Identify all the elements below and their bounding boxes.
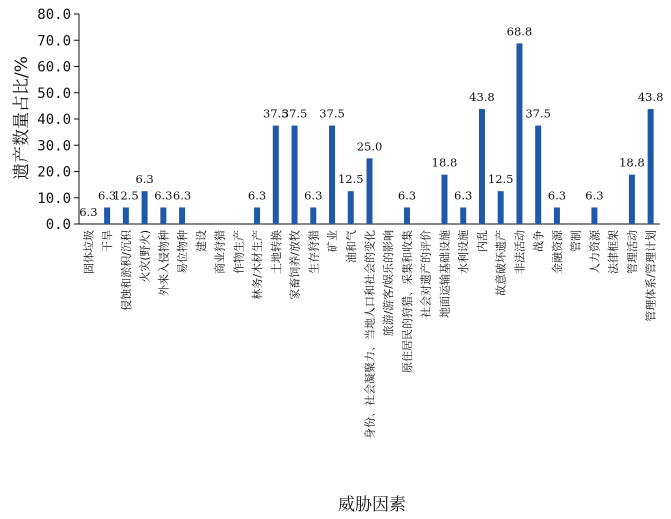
x-category-label: 干旱 — [101, 230, 115, 252]
bar-value-label: 6.3 — [172, 188, 192, 203]
bar — [441, 175, 447, 224]
x-category-label: 土地转换 — [269, 230, 283, 274]
bar-value-label: 6.3 — [97, 188, 117, 203]
bar-value-label: 6.3 — [547, 188, 567, 203]
x-category-labels — [81, 229, 657, 439]
bar-value-label: 43.8 — [469, 90, 495, 105]
x-category-label: 作物生产 — [232, 230, 246, 274]
bar-value-label: 12.5 — [487, 172, 514, 187]
x-category-label: 矿业 — [326, 230, 340, 252]
bar-value-label: 18.8 — [431, 155, 458, 170]
bar — [254, 207, 260, 224]
y-axis-title: 遗产数量占比/% — [12, 56, 32, 180]
x-category-label: 原住居民的狩猎、采集和收集 — [400, 230, 414, 373]
x-category-label: 故意破坏遗产 — [494, 230, 508, 296]
x-category-label: 火灾(野火) — [138, 230, 152, 283]
x-category-label: 旅游/游客/娱乐的影响 — [382, 230, 396, 337]
bar-value-label: 6.3 — [397, 188, 417, 203]
bar — [404, 207, 410, 224]
bar-value-label: 6.3 — [79, 205, 98, 219]
x-category-label: 法律框架 — [607, 230, 621, 274]
y-tick-label: 0.0 — [45, 217, 71, 233]
y-tick-label: 60.0 — [37, 59, 71, 76]
y-tick-label: 50.0 — [37, 85, 71, 102]
x-category-label: 人力资源 — [588, 230, 602, 274]
x-category-label: 商业狩猎 — [213, 230, 227, 274]
bar — [554, 207, 560, 224]
y-tick-label: 80.0 — [37, 7, 71, 23]
x-category-label: 内乱 — [475, 230, 489, 252]
x-category-label: 外来入侵物种 — [157, 230, 171, 296]
bar — [479, 109, 485, 224]
y-ticks — [37, 7, 79, 233]
y-tick-label: 10.0 — [37, 190, 71, 207]
bar — [142, 191, 148, 224]
bar — [648, 109, 654, 224]
x-category-label: 侵蚀和淤积/沉积 — [119, 230, 133, 311]
x-category-label: 家畜饲养/放牧 — [288, 230, 302, 300]
bar — [310, 207, 316, 224]
x-category-label: 建设 — [194, 230, 208, 252]
bar-value-label: 25.0 — [356, 139, 383, 154]
x-category-label: 管理活动 — [625, 230, 639, 274]
x-axis-title: 威胁因素 — [338, 495, 406, 515]
bar — [329, 126, 335, 224]
bar-value-label: 18.8 — [619, 155, 645, 170]
x-category-label: 身份、社会凝聚力、当地人口和社会的变化 — [363, 230, 377, 439]
x-category-label: 地面运输基础设施 — [438, 230, 452, 318]
bar-value-label: 12.5 — [337, 172, 364, 187]
bar-value-label: 6.3 — [247, 188, 267, 203]
bar-value-label: 43.8 — [637, 90, 664, 105]
y-tick-label: 70.0 — [37, 33, 71, 50]
bar-value-label: 37.5 — [319, 106, 345, 121]
bar — [104, 207, 110, 224]
bar-value-label: 68.8 — [506, 24, 533, 39]
bar — [273, 126, 279, 224]
y-tick-label: 40.0 — [37, 112, 71, 128]
bar — [160, 207, 166, 224]
x-category-label: 易位物种 — [176, 230, 190, 274]
y-tick-label: 20.0 — [37, 164, 71, 181]
x-category-label: 生存狩猎 — [307, 230, 321, 274]
bar — [516, 43, 522, 224]
bar-value-label: 37.5 — [525, 106, 551, 121]
bar-value-label: 6.3 — [304, 188, 323, 203]
bar — [348, 191, 354, 224]
x-category-label: 社会对遗产的评价 — [419, 230, 433, 318]
bar — [498, 191, 504, 224]
bar — [591, 207, 597, 224]
x-category-label: 水利设施 — [457, 230, 471, 274]
x-category-label: 非法活动 — [513, 230, 527, 274]
bar — [629, 175, 635, 224]
bar-value-label: 6.3 — [585, 188, 604, 203]
bar-value-label: 6.3 — [454, 188, 473, 203]
bar-value-label: 6.3 — [154, 188, 173, 203]
x-category-label: 管制 — [569, 230, 583, 252]
bar — [460, 207, 466, 224]
x-category-label: 固体垃圾 — [82, 230, 96, 274]
bar-value-label: 12.5 — [113, 188, 139, 203]
bar — [367, 158, 373, 224]
y-tick-label: 30.0 — [37, 138, 71, 155]
bar-value-label: 37.5 — [281, 106, 308, 121]
x-category-label: 战争 — [532, 230, 546, 252]
x-category-label: 林务/木材生产 — [251, 230, 265, 300]
bar-value-label: 37.5 — [262, 106, 289, 121]
bar — [292, 126, 298, 224]
bar — [179, 207, 185, 224]
x-category-label: 管理体系/管理计划 — [644, 230, 658, 322]
x-category-label: 金融资源 — [550, 230, 564, 274]
x-category-label: 油和气 — [344, 230, 358, 263]
bar — [535, 126, 541, 224]
bar — [123, 207, 129, 224]
bar-value-label: 6.3 — [135, 172, 154, 187]
